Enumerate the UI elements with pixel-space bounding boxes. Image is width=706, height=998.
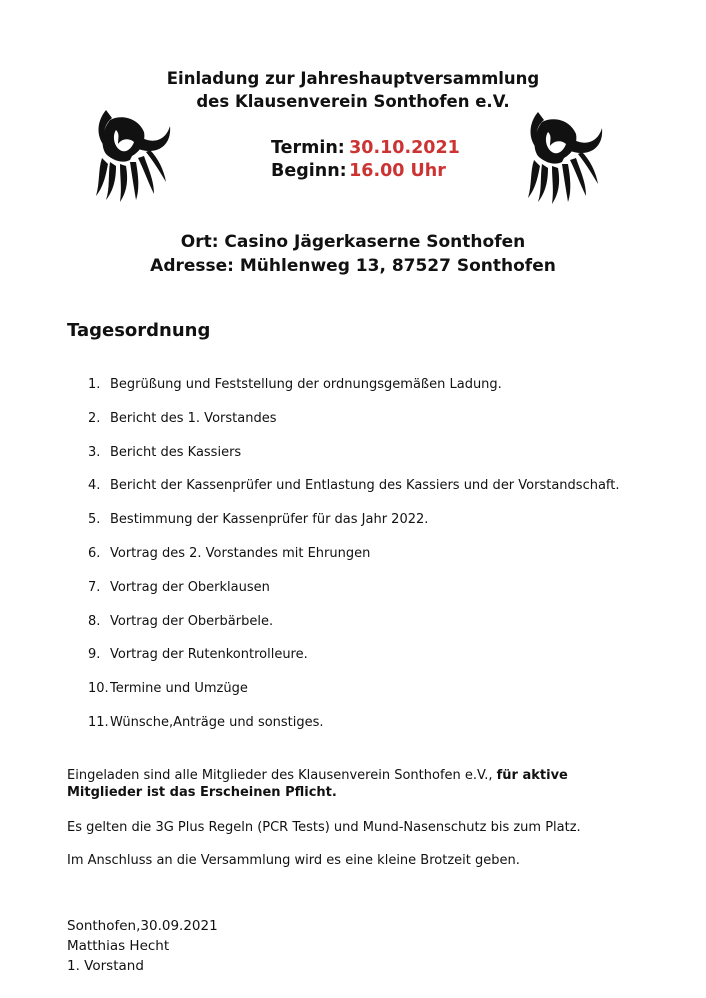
termin-value: 30.10.2021 (349, 138, 460, 158)
agenda-item-text: Bericht der Kassenprüfer und Entlastung des Kassiers und der Vorstandschaft. (110, 478, 620, 494)
membership-note-bold: für aktive Mitglieder ist das Erscheinen Pflicht. (67, 768, 568, 800)
agenda-item (88, 410, 620, 444)
beginn-line (271, 159, 446, 183)
agenda-item-number: 6. (88, 545, 101, 561)
agenda-item (88, 444, 620, 478)
agenda-heading: Tagesordnung (67, 320, 211, 341)
agenda-item-text: Termine und Umzüge (110, 681, 248, 697)
agenda-item-number: 1. (88, 377, 101, 392)
horned-mask-icon (524, 110, 604, 205)
agenda-item-text: Wünsche,Anträge und sonstiges. (110, 714, 324, 730)
agenda-item (88, 646, 620, 680)
agenda-item (88, 545, 620, 579)
signature-name: Matthias Hecht (67, 938, 170, 954)
agenda-item (88, 714, 620, 748)
termin-line (271, 136, 460, 160)
beginn-label: Beginn: (271, 161, 347, 181)
membership-note (67, 767, 647, 801)
location-ort: Ort: Casino Jägerkaserne Sonthofen (180, 232, 526, 252)
termin-label: Termin: (271, 138, 345, 158)
agenda-item (88, 376, 620, 410)
agenda-list (88, 376, 620, 748)
membership-note-text: Eingeladen sind alle Mitglieder des Klausenverein Sonthofen e.V., (67, 768, 497, 783)
agenda-item-text: Begrüßung und Feststellung der ordnungsgemäßen Ladung. (110, 377, 502, 392)
agenda-item-text: Vortrag der Oberbärbele. (110, 613, 274, 629)
agenda-item-number: 8. (88, 613, 101, 629)
signature-block (67, 916, 218, 976)
title-line-2: des Klausenverein Sonthofen e.V. (196, 92, 510, 111)
covid-rules-note: Es gelten die 3G Plus Regeln (PCR Tests) und Mund-Nasenschutz bis zum Platz. (67, 820, 581, 835)
agenda-item-number: 11. (88, 714, 109, 730)
horned-mask-icon (92, 108, 172, 203)
agenda-item-text: Vortrag der Oberklausen (110, 579, 270, 595)
agenda-item-text: Vortrag des 2. Vorstandes mit Ehrungen (110, 545, 371, 561)
agenda-item-number: 10. (88, 681, 109, 697)
agenda-item (88, 477, 620, 511)
agenda-item-number: 7. (88, 579, 101, 595)
agenda-item-text: Bestimmung der Kassenprüfer für das Jahr 2022. (110, 512, 429, 528)
agenda-item-number: 4. (88, 478, 101, 494)
agenda-item (88, 511, 620, 545)
agenda-item-number: 5. (88, 512, 101, 528)
agenda-item-number: 9. (88, 647, 101, 663)
agenda-item-text: Bericht des 1. Vorstandes (110, 410, 277, 426)
agenda-item-number: 2. (88, 410, 101, 426)
beginn-value: 16.00 Uhr (349, 161, 446, 181)
signature-role: 1. Vorstand (67, 958, 144, 974)
location-adresse: Adresse: Mühlenweg 13, 87527 Sonthofen (150, 256, 556, 276)
agenda-item-text: Vortrag der Rutenkontrolleure. (110, 647, 308, 663)
signature-place-date: Sonthofen,30.09.2021 (67, 918, 218, 934)
agenda-item (88, 579, 620, 613)
agenda-item (88, 680, 620, 714)
agenda-item (88, 613, 620, 647)
agenda-item-text: Bericht des Kassiers (110, 444, 242, 460)
title-line-1: Einladung zur Jahreshauptversammlung (166, 69, 540, 88)
snack-note: Im Anschluss an die Versammlung wird es eine kleine Brotzeit geben. (67, 853, 520, 868)
agenda-item-number: 3. (88, 444, 101, 460)
